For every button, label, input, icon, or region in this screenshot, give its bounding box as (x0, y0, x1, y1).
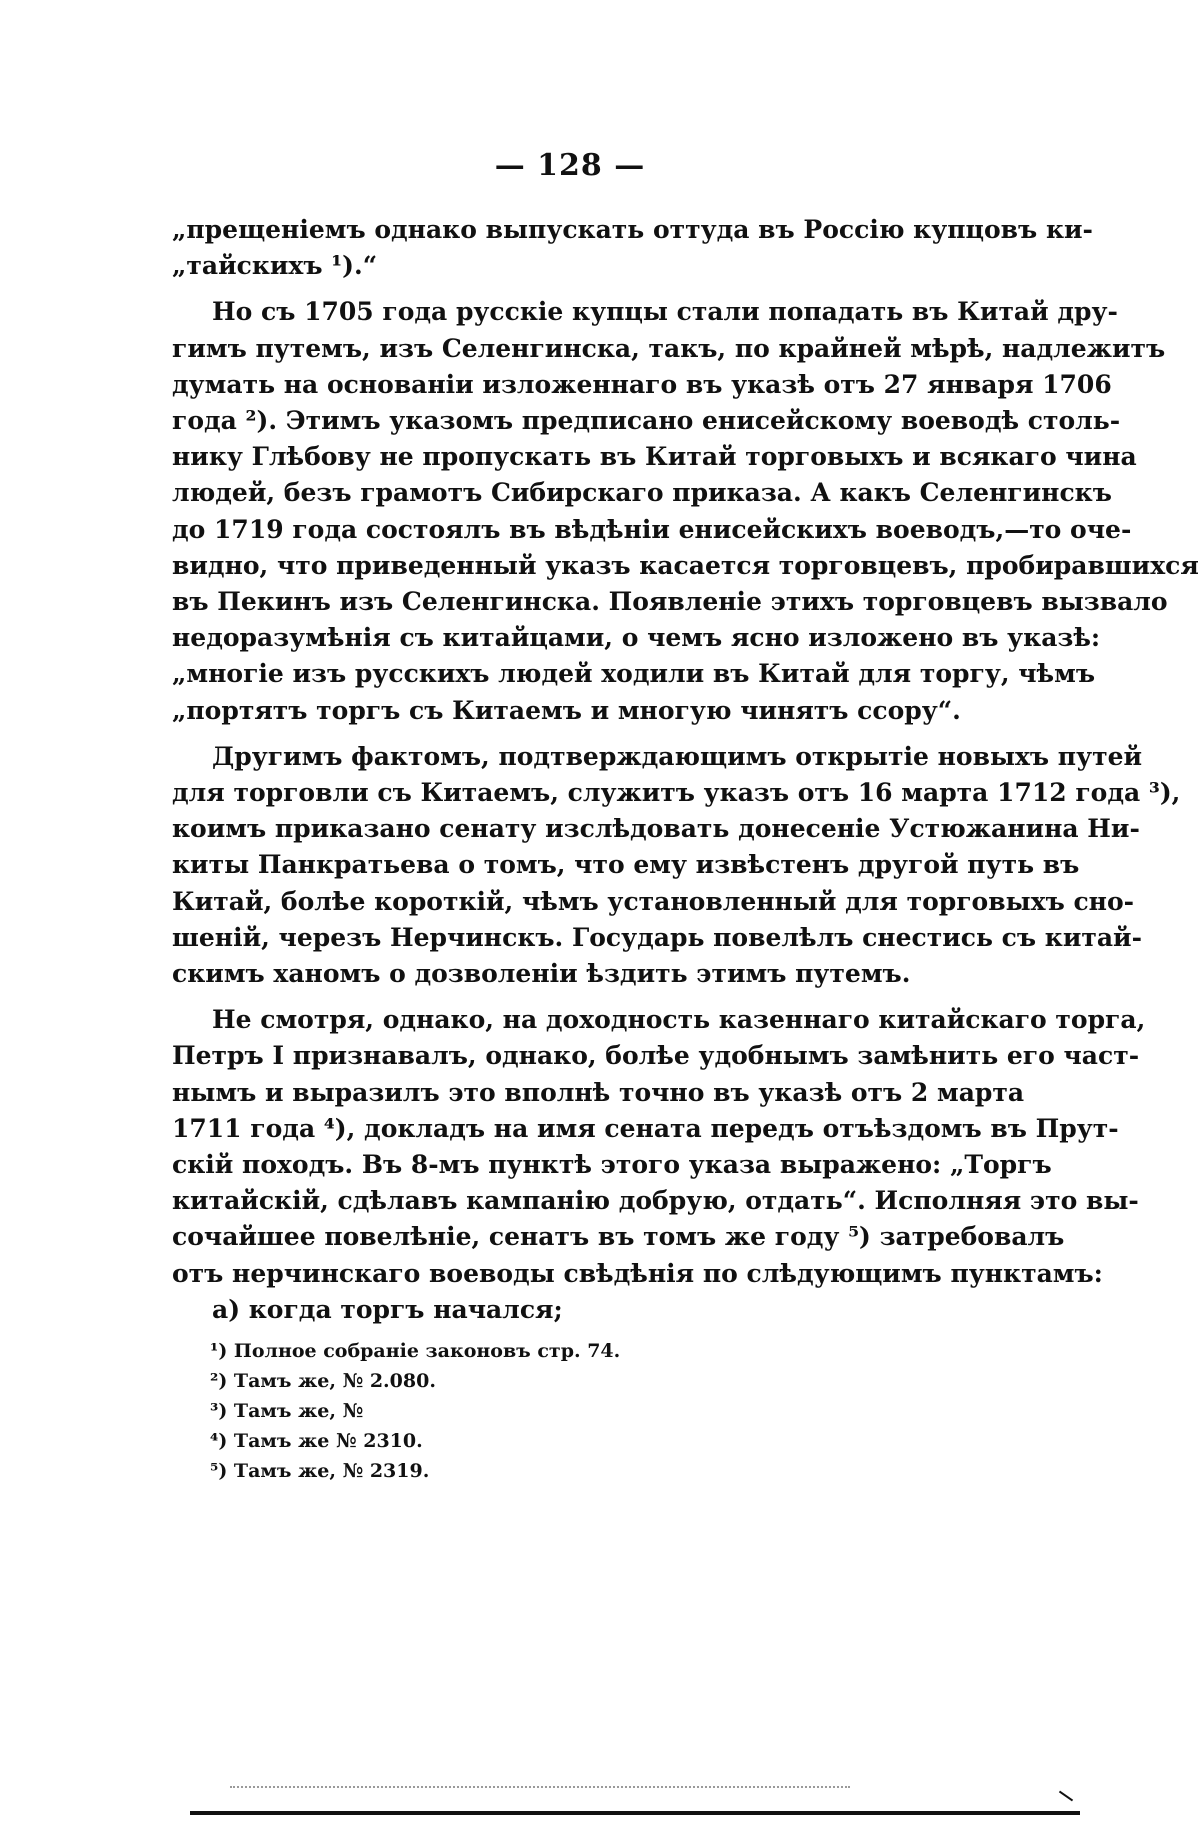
paragraph (172, 212, 1093, 284)
text-line: недоразумѣнія съ китайцами, о чемъ ясно изложено въ указѣ: (172, 623, 1101, 653)
text-line: въ Пекинъ изъ Селенгинска. Появленіе этихъ торговцевъ вызвало (172, 587, 1168, 617)
text-line: Но съ 1705 года русскіе купцы стали попадать въ Китай дру- (212, 297, 1118, 327)
text-line: „прещеніемъ однако выпускать оттуда въ Россію купцовъ ки- (172, 215, 1093, 244)
text-line: Петръ I признавалъ, однако, болѣе удобнымъ замѣнить его част- (172, 1041, 1140, 1071)
text-line: Китай, болѣе короткій, чѣмъ установленный для торговыхъ сно- (172, 886, 1135, 916)
bottom-rule (190, 1811, 1080, 1815)
footnote: ¹) Полное собраніе законовъ стр. 74. (210, 1340, 621, 1362)
text-line: сочайшее повелѣніе, сенатъ въ томъ же году ⁵) затребовалъ (172, 1222, 1065, 1252)
text-line: шеній, черезъ Нерчинскъ. Государь повелѣлъ снестись съ китай- (172, 922, 1142, 952)
text-line: до 1719 года состоялъ въ вѣдѣніи енисейскихъ воеводъ,—то оче- (172, 514, 1132, 544)
footnote: ⁵) Тамъ же, № 2319. (210, 1460, 430, 1482)
footnote: ³) Тамъ же, № (210, 1400, 364, 1422)
text-line: Не смотря, однако, на доходность казеннаго китайскаго торга, (212, 1005, 1146, 1035)
footnote: ²) Тамъ же, № 2.080. (210, 1370, 436, 1392)
text-line: „многіе изъ русскихъ людей ходили въ Китай для торгу, чѣмъ (172, 659, 1095, 689)
text-line: а) когда торгъ начался; (212, 1294, 563, 1324)
footnotes (210, 1336, 620, 1486)
text-line: Другимъ фактомъ, подтверждающимъ открытіе новыхъ путей (212, 741, 1143, 771)
text-line: отъ нерчинскаго воеводы свѣдѣнія по слѣдующимъ пунктамъ: (172, 1258, 1103, 1288)
text-line: нымъ и выразилъ это вполнѣ точно въ указѣ отъ 2 марта (172, 1077, 1025, 1107)
paragraph (172, 1002, 1146, 1328)
text-line: думать на основаніи изложеннаго въ указѣ отъ 27 января 1706 (172, 369, 1112, 399)
rule-end-mark (1059, 1791, 1073, 1802)
text-line: скимъ ханомъ о дозволеніи ѣздить этимъ путемъ. (172, 959, 911, 989)
text-line: нику Глѣбову не пропускать въ Китай торговыхъ и всякаго чина (172, 442, 1137, 472)
text-line: киты Панкратьева о томъ, что ему извѣстенъ другой путь въ (172, 850, 1080, 880)
text-line: китайскій, сдѣлавъ кампанію добрую, отдать“. Исполняя это вы- (172, 1186, 1139, 1216)
text-line: для торговли съ Китаемъ, служитъ указъ отъ 16 марта 1712 года ³), (172, 778, 1181, 808)
text-line: 1711 года ⁴), докладъ на имя сената передъ отъѣздомъ въ Прут- (172, 1113, 1119, 1143)
text-line: „портятъ торгъ съ Китаемъ и многую чинятъ ссору“. (172, 695, 961, 725)
page-number: — 128 — (494, 148, 646, 183)
text-line: гимъ путемъ, изъ Селенгинска, такъ, по крайней мѣрѣ, надлежитъ (172, 333, 1166, 363)
main-text (172, 212, 1199, 1328)
bottom-dotted-rule (230, 1786, 850, 1790)
text-line: людей, безъ грамотъ Сибирскаго приказа. А какъ Селенгинскъ (172, 478, 1112, 508)
text-line: коимъ приказано сенату изслѣдовать донесеніе Устюжанина Ни- (172, 814, 1140, 844)
paragraph (172, 739, 1181, 992)
text-line: видно, что приведенный указъ касается торговцевъ, пробиравшихся (172, 550, 1199, 580)
paragraph (172, 294, 1199, 728)
footnote: ⁴) Тамъ же № 2310. (210, 1430, 423, 1452)
text-line: „тайскихъ ¹).“ (172, 251, 378, 281)
text-line: года ²). Этимъ указомъ предписано енисейскому воеводѣ столь- (172, 406, 1121, 436)
text-line: скій походъ. Въ 8-мъ пунктѣ этого указа выражено: „Торгъ (172, 1150, 1052, 1180)
